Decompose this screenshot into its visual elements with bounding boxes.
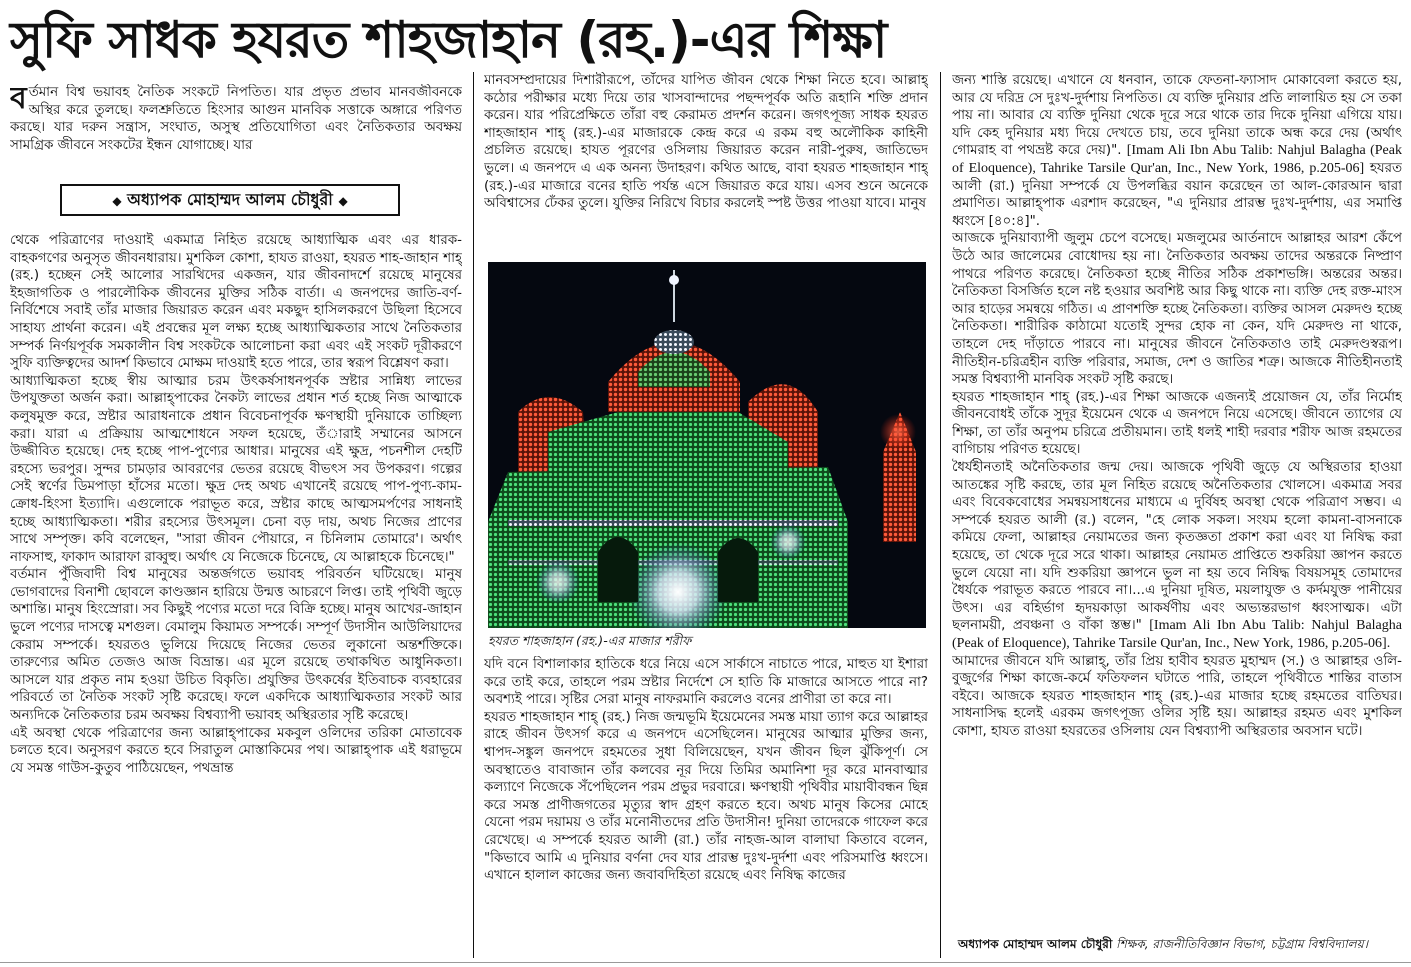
byline-name: অধ্যাপক মোহাম্মদ আলম চৌধুরী	[127, 190, 333, 209]
col1-paragraph-1: থেকে পরিত্রাণের দাওয়াই একমাত্র নিহিত রয়েছে আধ্যাত্মিক এবং এর ধারক-বাহকগণের অনুসৃত জীবনধারায়। মুশকিল কোশা, হাযত রাওয়া, হযরত শাহ-জাহান শাহ্ (রহ.) হচ্ছেন সেই আলোর সারথিদের একজন, যার জীবনাদর্শে রয়েছে মানুষের ইহজাগতিক ও পারলৌকিক জীবনের মুক্তির সঠিক বার্তা। এ জনপদের জাতি-বর্ণ-নির্বিশেষে সবাই তাঁর মাজার জিয়ারত করেন এবং মকছুদ হাসিলকরণে উছিলা হিসেবে সাহায্য প্রার্থনা করেন। এই প্রবন্ধের মূল লক্ষ্য হচ্ছে আধ্যাত্মিকতার সাথে নৈতিকতার সম্পর্ক নির্ণয়পূর্বক সমকালীন বিশ্ব সংকটকে আলোচনা করা এবং এই সংকট দূরীকরণে সুফি ব্যক্তিত্বদের আদর্শ কিভাবে মোক্ষম দাওয়াই হতে পারে, তার স্বরূপ বিশ্লেষণ করা।	[10, 233, 462, 372]
col3-p1b-text: হযরত আলী (রা.) দুনিয়া সম্পর্কে যে উপলব্ধির বয়ান করেছেন তা আল-কোরআন দ্বারা প্রমাণিত। আল্লাহ্পাক এরশাদ করেছেন, "এ দুনিয়ার প্রারম্ভ দুঃখ-দুর্দশায়, এর সমাপ্তি ধ্বংসে [৪০:৪]".	[952, 160, 1402, 229]
col3-paragraph-5: আমাদের জীবনে যদি আল্লাহ্, তাঁর প্রিয় হাবীব হযরত মুহাম্মদ (স.) ও আল্লাহর ওলি-বুজুর্গের শিক্ষা কাজে-কর্মে ফতিফলন ঘটাতে পারি, তাহলে পৃথিবীতে শান্তির বাতাস বইবে। আজকে হযরত শাহজাহান শাহ্ (রহ.)-এর মাজার হচ্ছে রহমতের বাতিঘর। সাধনাসিদ্ধ হলেই এরকম জগৎপূজ্য ওলির সৃষ্টি হয়। আল্লাহর রহমত এবং মুশকিল কোশা, হাযত রাওয়া হযরতের ওসিলায় যেন বিশ্বব্যাপী অস্থিরতার অবসান ঘটে।	[952, 653, 1402, 739]
intro-paragraph	[10, 84, 462, 154]
citation-1: [Imam Ali Ibn Abu Talib: Nahjul Balagha (Peak of Eloquence), Tahrike Tarsile Qur'an, Inc., New York, 1986, p.205-06]	[952, 143, 1402, 176]
dropcap: ব	[10, 84, 27, 116]
diamond-left-icon: ◆	[112, 194, 122, 208]
bottom-rule	[0, 962, 1411, 963]
col1-paragraph-4: এই অবস্থা থেকে পরিত্রাণের জন্য আল্লাহ্পাকের মকবুল ওলিদের তরিকা মোতাবেক চলতে হবে। অনুসরণ করতে হবে সিরাতুল মোস্তাকিমের পথ। আল্লাহ্পাক এই ধরাভূমে যে সমস্ত গাউস-কুতুব পাঠিয়েছেন, পথভ্রান্ত	[10, 725, 462, 776]
col2-paragraph-1: মানবসম্প্রদায়ের দিশারীরূপে, তাঁদের যাপিত জীবন থেকে শিক্ষা নিতে হবে। আল্লাহ্ কঠোর পরীক্ষার মধ্যে দিয়ে তার খাসবান্দাদের পছন্দপূর্বক অতি রূহানি শক্তি প্রদান করেন। যার পরিপ্রেক্ষিতে তাঁরা বহু কেরামত প্রদর্শন করেন। জগৎপূজ্য সাধক হযরত শাহজাহান শাহ্ (রহ.)-এর মাজারকে কেন্দ্র করে এ রকম বহু অলৌকিক কাহিনী প্রচলিত রয়েছে। হাযত পূরণের ওসিলায় জিয়ারত করেন নারী-পুরুষ, জাতিভেদ ভুলে। এ জনপদে এ এক অনন্য উদাহরণ। কথিত আছে, বাবা হযরত শাহজাহান শাহ্ (রহ.)-এর মাজারে বনের হাতি পর্যন্ত এসে জিয়ারত করে যায়। এসব শুনে অনেকে অবিশ্বাসের ঢেঁকর তুলে। যুক্তির নিরিখে বিচার করলেই স্পষ্ট উত্তর পাওয়া যাবে। মানুষ	[484, 73, 928, 212]
col3-paragraph-3: হযরত শাহজাহান শাহ্ (রহ.)-এর শিক্ষা আজকে এজন্যই প্রয়োজন যে, তাঁর নির্মোহ জীবনবোধই তাঁকে সুদূর ইয়েমেন থেকে এ জনপদে নিয়ে এসেছে। জীবনে ত্যাগের যে শিক্ষা, তা তাঁর অনুপম চরিত্রে প্রতীয়মান। তাই ধলই শাহী দরবার শরীফ আজ রহমতের বাগিচায় পরিণত হয়েছে।	[952, 389, 1402, 458]
column-3	[952, 72, 1402, 930]
column-rule-right	[940, 72, 941, 958]
footer-author-role: শিক্ষক, রাজনীতিবিজ্ঞান বিভাগ, চট্টগ্রাম বিশ্ববিদ্যালয়।	[1116, 937, 1368, 951]
intro-text: র্তমান বিশ্ব ভয়াবহ নৈতিক সংকটে নিপতিত। যার প্রভৃত প্রভাব মানবজীবনকে অস্থির করে তুলছে। ফলশ্রুতিতে হিংসার আগুন মানবিক সত্তাকে অঙ্গারে পরিণত করছে। যার দরুন সন্ত্রাস, সংঘাত, অসুস্থ প্রতিযোগিতা এবং নৈতিকতার অবক্ষয় সামগ্রিক জীবনে সংকটের ইন্ধন যোগাচ্ছে। যার	[10, 85, 462, 153]
column-rule-left	[473, 72, 474, 958]
column-2-top	[484, 72, 928, 256]
author-footer	[958, 934, 1404, 954]
byline-box	[60, 184, 400, 216]
column-1-body	[10, 232, 462, 960]
col3-p1-text: জন্য শাস্তি রয়েছে। এখানে যে ধনবান, তাকে ফেতনা-ফ্যাসাদ মোকাবেলা করতে হয়, আর যে দরিদ্র সে দুঃখ-দুর্দশায় নিপতিত। যে ব্যক্তি দুনিয়ার প্রতি লালায়িত হয় সে তকা পায় না। আবার যে ব্যক্তি দুনিয়া থেকে দূরে সরে থাকে তার দিকে দুনিয়া এগিয়ে যায়। যদি কেহ দুনিয়ার মধ্য দিয়ে দেখতে চায়, তবে দুনিয়া তাকে অন্ধ করে দেয় (অর্থাৎ গোমরাহ বা পথভ্রষ্ট করে দেয়)".	[952, 73, 1402, 159]
col2-paragraph-3: হযরত শাহজাহান শাহ্ (রহ.) নিজ জন্মভূমি ইয়েমেনের সমস্ত মায়া ত্যাগ করে আল্লাহর রাহে জীবন উৎসর্গ করে এ জনপদে এসেছিলেন। মানুষের আত্মার মুক্তির জন্য, শ্বাপদ-সঙ্কুল জনপদে রহমতের সুধা বিলিয়েছেন, যখন জীবন ছিল ঝুঁকিপূর্ণ। সে অবস্থাতেও বাবাজান তাঁর কলবের নূর দিয়ে তিমির অমানিশা দূর করে মানবাত্মার কল্যাণে নিজেকে সঁপেছিলেন পরম প্রভুর দরবারে। ক্ষণস্থায়ী পৃথিবীর মায়াবীবন্ধন ছিন্ন করে সমস্ত প্রাণীজগতের মৃত্যুর স্বাদ গ্রহণ করতে হবে। অথচ মানুষ কিসের মোহে যেনো পরম দয়াময় ও তাঁর মনোনীতদের প্রতি উদাসীন! দুনিয়া তাদেরকে গাফেল করে রেখেছে। এ সম্পর্কে হযরত আলী (রা.) তাঁর নাহজ-আল বালাঘা কিতাবে বলেন, "কিভাবে আমি এ দুনিয়ার বর্ণনা দেব যার প্রারম্ভ দুঃখ-দুর্দশা এবং পরিসমাপ্তি ধ্বংসে। এখানে হালাল কাজের জন্য জবাবদিহিতা রয়েছে এবং নিষিদ্ধ কাজের	[484, 709, 928, 884]
col3-p4-text: ধৈর্যহীনতাই অনৈতিকতার জন্ম দেয়। আজকে পৃথিবী জুড়ে যে অস্থিরতার হাওয়া আতঙ্কের সৃষ্টি করছে, তার মূল নিহিত রয়েছে অনৈতিকতার খোলসে। একমাত্র সবর এবং বিবেকবোধের সমন্বয়সাধনের মাধ্যমে এ দুর্বিষহ অবস্থা থেকে পরিত্রাণ সম্ভব। এ সম্পর্কে হযরত আলী (র.) বলেন, "হে লোক সকল। সংযম হলো কামনা-বাসনাকে কমিয়ে ফেলা, আল্লাহর নেয়ামতের জন্য কৃতজ্ঞতা প্রকাশ করা এবং যা নিষিদ্ধ করা হয়েছে, তা থেকে দূরে সরে থাকা। আল্লাহর নেয়ামত প্রাপ্তিতে শুকরিয়া জ্ঞাপন করতে ভুলে যেয়ো না। যদি শুকরিয়া জ্ঞাপনে ভুল না হয় তবে নিষিদ্ধ বিষয়সমূহ তোমাদের ধৈর্যকে পরাভূত করতে পারবে না।...এ দুনিয়া দূষিত, ময়লাযুক্ত ও কর্দমযুক্ত পানীয়ের উৎস। এর বহির্ভাগ হৃদয়কাড়া আকর্ষণীয় এবং অভ্যন্তরভাগ ধ্বংসাত্মক। এটা ছলনাময়ী, প্রবঞ্চনা ও বাঁকা স্তম্ভ।"	[952, 460, 1402, 634]
headline: সুফি সাধক হযরত শাহজাহান (রহ.)-এর শিক্ষা	[10, 11, 887, 69]
column-1	[10, 84, 462, 176]
citation-2: [Imam Ali Ibn Abu Talib: Nahjul Balagha (Peak of Eloquence), Tahrike Tarsile Qur'an, Inc., New York, 1986, p.205-06].	[952, 618, 1402, 651]
col1-paragraph-2: আধ্যাত্মিকতা হচ্ছে স্বীয় আত্মার চরম উৎকর্ষসাধনপূর্বক স্রষ্টার সান্নিধ্য লাভের উপযুক্ততা অর্জন করা। আল্লাহ্পাকের নৈকট্য লাভের প্রধান শর্ত হচ্ছে নিজ আত্মাকে কলুষমুক্ত করে, স্রষ্টার আরাধনাকে প্রধান বিবেচনাপূর্বক ক্ষণস্থায়ী দুনিয়াকে তাচ্ছিল্য করা। যারা এ প্রক্রিয়ায় আত্মশোধনে সফল হয়েছে, তঁারাই সম্মানের আসনে উজ্জীবিত হয়েছে। দেহ হচ্ছে পাপ-পুণ্যের আধার। মানুষের এই ক্ষুদ্র, পচনশীল দেহটি রহস্যে ভরপুর। সুন্দর চামড়ার আবরণের ভেতর রয়েছে বীভৎস সব উপকরণ। গল্পের সেই স্বর্ণের ডিমপাড়া হাঁসের মতো। ক্ষুদ্র দেহ অথচ এখানেই রয়েছে পাপ-পুণ্য-কাম-ক্রোধ-হিংসা ইত্যাদি। এগুলোকে পরাভূত করে, স্রষ্টার কাছে আত্মসমর্পণের সাধনাই হচ্ছে আধ্যাত্মিকতা। শরীর রহস্যের উৎসমূল। চেনা বড় দায়, অথচ নিজের প্রাণের সাথে সম্পৃক্ত। কবি বলেছেন, "সারা জীবন পৌয়ারে, ন চিনিলাম তোমারে'। অর্থাৎ নাফসাহু, ফাকাদ আরাফা রাব্বুহু। অর্থাৎ যে নিজেকে চিনেছে, যে আল্লাহকে চিনেছে।"	[10, 373, 462, 565]
col3-paragraph-4	[952, 459, 1402, 653]
shrine-illustration	[488, 262, 926, 628]
photo-caption: হযরত শাহজাহান (রহ.)-এর মাজার শরীফ	[488, 633, 692, 648]
col3-paragraph-2: আজকে দুনিয়াব্যাপী জুলুম চেপে বসেছে। মজলুমের আর্তনাদে আল্লাহর আরশ কেঁপে উঠে আর জালেমের বোধোদয় হয় না। নৈতিকতার অবক্ষয় তাদের অন্তরকে নিষ্প্রাণ পাথরে পরিণত করেছে। নৈতিকতা হচ্ছে নীতির সঠিক প্রকাশভঙ্গি। অন্তরের অন্তর। নৈতিকতা বিসর্জিত হলে নষ্ট হওয়ার অবশিষ্ট আর কিছু থাকে না। ব্যক্তি দেহ রক্ত-মাংস আর হাড়ের সমন্বয়ে গঠিত। এ প্রাণশক্তি হচ্ছে নৈতিকতা। ব্যক্তির আসল মেরুদণ্ড হচ্ছে নৈতিকতা। শারীরিক কাঠামো যতোই সুন্দর হোক না কেন, যদি মেরুদণ্ড না থাকে, তাহলে দেহ দাঁড়াতে পারবে না। মানুষের জীবনে নৈতিকতাও তাই মেরুদণ্ডস্বরূপ। নীতিহীন-চরিত্রহীন ব্যক্তি পরিবার, সমাজ, দেশ ও জাতির শত্রু। আজকে নীতিহীনতাই সমস্ত বিশ্বব্যাপী মানবিক সংকট সৃষ্টি করছে।	[952, 231, 1402, 388]
col2-paragraph-2: যদি বনে বিশালাকার হাতিকে ধরে নিয়ে এসে সার্কাসে নাচাতে পারে, মাহুত যা ইশারা করে তাই করে, তাহলে পরম স্রষ্টার নির্দেশে সে হাতি কি মাজারে আসতে পারে না? অবশ্যই পারে। সৃষ্টির সেরা মানুষ নাফরমানি করলেও বনের প্রাণীরা তা করে না।	[484, 657, 928, 708]
diamond-right-icon: ◆	[338, 194, 348, 208]
footer-author-name: অধ্যাপক মোহাম্মদ আলম চৌধুরী	[958, 937, 1113, 951]
column-2-bottom	[484, 656, 928, 956]
col3-paragraph-1	[952, 72, 1402, 230]
col1-paragraph-3: বর্তমান পুঁজিবাদী বিশ্ব মানুষের অন্তর্জগতে ভয়াবহ পরিবর্তন ঘটিয়েছে। মানুষ ভোগবাদের বিনাশী ছোবলে কাণ্ডজ্ঞান হারিয়ে উন্মত্ত আচরণে লিপ্ত। তাই পৃথিবী জুড়ে অশান্তি। মানুষ হিংস্রোরা। সব কিছুই পণ্যের মতো দরে বিক্রি হচ্ছে। মানুষ আখের-জাহান ভুলে পণ্যের দাসত্বে মশগুল। বেমালুম কিয়ামত সম্পর্কে। সম্পূর্ণ উদাসীন আউলিয়াদের কেরাম সম্পর্কে। হযরতও ভুলিয়ে দিয়েছে নিজের ভেতর লুকানো অন্তর্শক্তিকে। তারুণ্যের অমিত তেজও আজ বিভ্রান্ত। এর মূলে রয়েছে তথাকথিত আধুনিকতা। আসলে যার প্রকৃত নাম হওয়া উচিত বিকৃতি। প্রযুক্তির উৎকর্ষের ইতিবাচক ব্যবহারের পরিবর্তে তা নৈতিক সংকট সৃষ্টি করেছে। ফলে একদিকে আধ্যাত্মিকতার সংকট আর অন্যদিকে নৈতিকতার চরম অবক্ষয় বিশ্বব্যাপী ভয়াবহ অস্থিরতার সৃষ্টি করেছে।	[10, 567, 462, 724]
shrine-photo	[488, 262, 926, 628]
